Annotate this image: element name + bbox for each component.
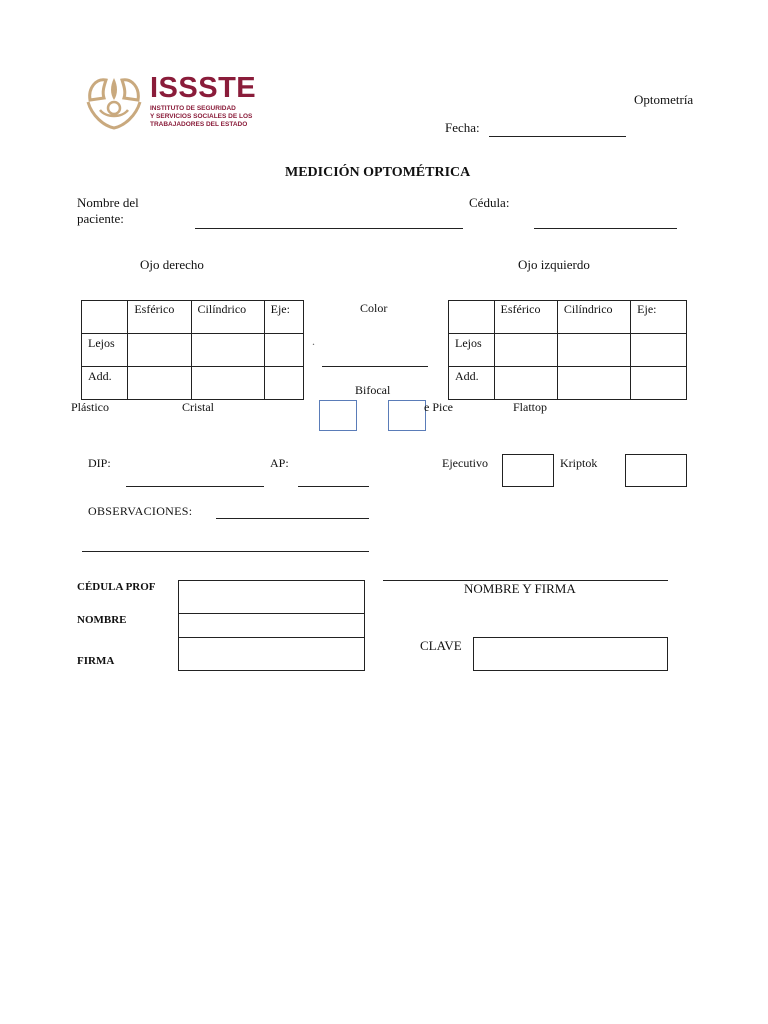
right-lejos-cilindrico-cell[interactable] [191, 334, 264, 367]
left-add-eje-cell[interactable] [631, 367, 687, 400]
right-eye-table [81, 300, 304, 400]
color-dot: . [312, 334, 315, 348]
nombre-firma-label: NOMBRE Y FIRMA [464, 581, 576, 596]
right-eye-title: Ojo derecho [140, 257, 204, 272]
column-header-cilindrico: Cilíndrico [557, 301, 630, 334]
date-field[interactable] [489, 136, 626, 137]
kriptok-label: Kriptok [560, 456, 598, 470]
table-corner-cell [449, 301, 495, 334]
cedula-prof-label: CÉDULA PROF [77, 581, 156, 593]
column-header-esferico: Esférico [494, 301, 557, 334]
ejecutivo-box[interactable] [502, 454, 554, 487]
plastic-label: Plástico [71, 400, 109, 414]
lens-option-box-1[interactable] [319, 400, 357, 431]
logo-subtitle-3: TRABAJADORES DEL ESTADO [150, 121, 248, 128]
column-header-esferico: Esférico [128, 301, 191, 334]
ap-label: AP: [270, 456, 289, 470]
ap-field[interactable] [298, 486, 369, 487]
observations-field-1[interactable] [216, 518, 369, 519]
firma-field[interactable] [178, 637, 365, 671]
patient-id-field[interactable] [534, 228, 677, 229]
nombre-field[interactable] [178, 613, 365, 638]
left-lejos-eje-cell[interactable] [631, 334, 687, 367]
logo-subtitle-1: INSTITUTO DE SEGURIDAD [150, 105, 236, 112]
left-lejos-cilindrico-cell[interactable] [557, 334, 630, 367]
left-lejos-esferico-cell[interactable] [494, 334, 557, 367]
left-add-esferico-cell[interactable] [494, 367, 557, 400]
right-add-esferico-cell[interactable] [128, 367, 191, 400]
issste-emblem-icon [82, 70, 146, 132]
nombre-label: NOMBRE [77, 614, 127, 626]
right-lejos-eje-cell[interactable] [264, 334, 303, 367]
color-field[interactable] [322, 366, 428, 367]
dip-label: DIP: [88, 456, 111, 470]
date-label: Fecha: [445, 120, 480, 135]
column-header-eje: Eje: [264, 301, 303, 334]
logo-subtitle-2: Y SERVICIOS SOCIALES DE LOS [150, 113, 253, 120]
department-label: Optometría [634, 92, 694, 107]
row-header-add: Add. [82, 367, 128, 400]
lens-option-box-2[interactable] [388, 400, 426, 431]
observations-field-2[interactable] [82, 551, 369, 552]
pice-label: e Pice [424, 400, 453, 414]
cedula-prof-field[interactable] [178, 580, 365, 614]
row-header-lejos: Lejos [449, 334, 495, 367]
right-add-cilindrico-cell[interactable] [191, 367, 264, 400]
table-corner-cell [82, 301, 128, 334]
clave-field[interactable] [473, 637, 668, 671]
left-add-cilindrico-cell[interactable] [557, 367, 630, 400]
patient-name-field[interactable] [195, 228, 463, 229]
column-header-cilindrico: Cilíndrico [191, 301, 264, 334]
patient-id-label: Cédula: [469, 195, 510, 210]
right-lejos-esferico-cell[interactable] [128, 334, 191, 367]
column-header-eje: Eje: [631, 301, 687, 334]
ejecutivo-label: Ejecutivo [442, 456, 488, 470]
page-title: MEDICIÓN OPTOMÉTRICA [285, 165, 471, 180]
logo-name: ISSSTE [150, 72, 257, 104]
row-header-add: Add. [449, 367, 495, 400]
left-eye-title: Ojo izquierdo [518, 257, 590, 272]
right-add-eje-cell[interactable] [264, 367, 303, 400]
clave-label: CLAVE [420, 638, 462, 653]
bifocal-label: Bifocal [355, 383, 391, 397]
row-header-lejos: Lejos [82, 334, 128, 367]
left-eye-table [448, 300, 687, 400]
issste-logo [82, 70, 272, 132]
flattop-label: Flattop [513, 400, 548, 414]
kriptok-box[interactable] [625, 454, 687, 487]
patient-name-label-1: Nombre del [77, 195, 139, 210]
observations-label: OBSERVACIONES: [88, 504, 193, 518]
firma-label: FIRMA [77, 655, 115, 667]
patient-name-label-2: paciente: [77, 211, 124, 226]
dip-field[interactable] [126, 486, 264, 487]
crystal-label: Cristal [182, 400, 214, 414]
color-label: Color [360, 301, 388, 315]
